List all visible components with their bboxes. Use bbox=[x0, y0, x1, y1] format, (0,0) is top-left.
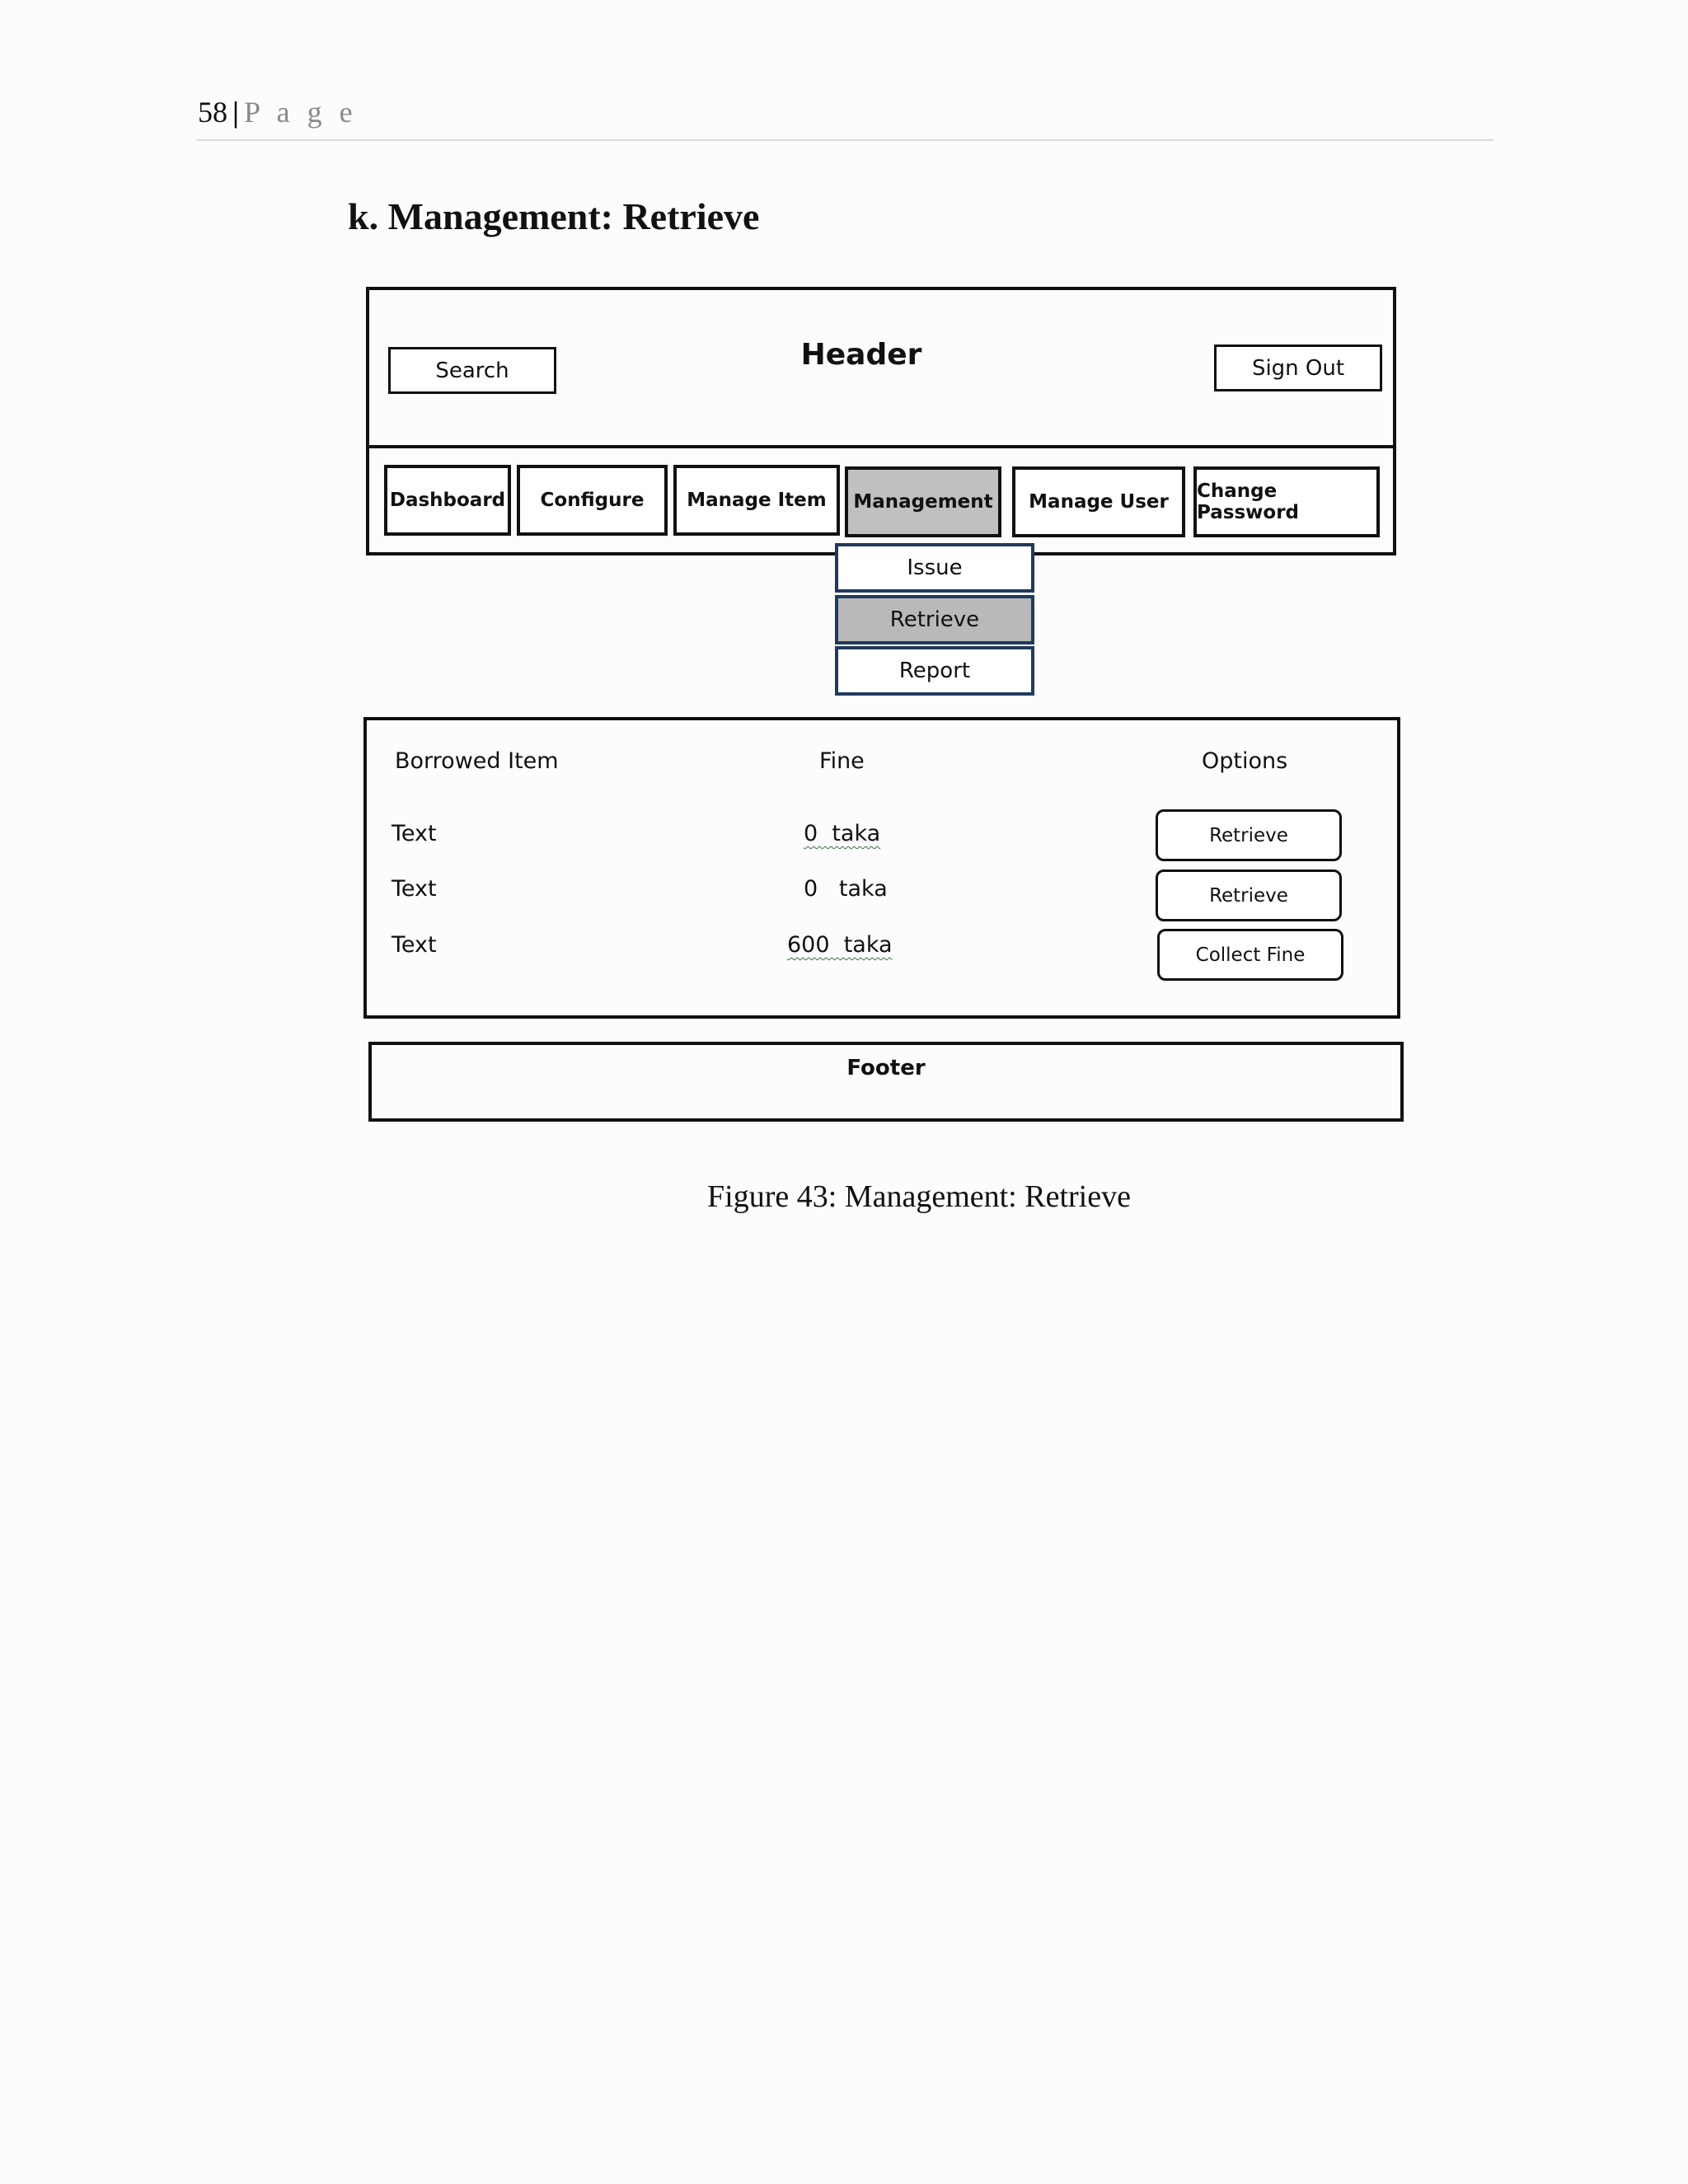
retrieve-button-row-2-label: Retrieve bbox=[1209, 884, 1288, 907]
nav-dashboard-label: Dashboard bbox=[389, 490, 506, 511]
dropdown-item-report[interactable] bbox=[835, 646, 1034, 696]
nav-manage-user-label: Manage User bbox=[1029, 491, 1169, 513]
nav-management[interactable] bbox=[845, 466, 1001, 537]
nav-manage-item[interactable] bbox=[673, 465, 840, 536]
nav-configure[interactable] bbox=[517, 465, 668, 536]
table-row-3-fine: 600 taka bbox=[787, 932, 893, 958]
nav-management-label: Management bbox=[853, 491, 993, 513]
search-button-label: Search bbox=[435, 358, 509, 383]
nav-manage-user[interactable] bbox=[1012, 466, 1185, 537]
table-row-1-item: Text bbox=[392, 821, 437, 846]
sign-out-button-label: Sign Out bbox=[1251, 355, 1345, 381]
page-separator: | bbox=[232, 96, 239, 129]
dropdown-item-issue-label: Issue bbox=[907, 555, 963, 580]
dropdown-item-report-label: Report bbox=[898, 658, 971, 683]
column-header-options: Options bbox=[1202, 748, 1288, 774]
nav-change-password-label: Change Password bbox=[1197, 480, 1299, 523]
retrieve-button-row-1[interactable] bbox=[1156, 809, 1342, 861]
page-header bbox=[198, 97, 358, 127]
retrieve-button-row-2[interactable] bbox=[1156, 869, 1342, 921]
table-row-2-item: Text bbox=[392, 876, 437, 902]
header-rule bbox=[196, 139, 1493, 141]
table-row-3-item: Text bbox=[392, 932, 437, 958]
column-header-fine: Fine bbox=[819, 748, 865, 774]
mock-header-title: Header bbox=[800, 338, 922, 372]
dropdown-item-issue[interactable] bbox=[835, 543, 1034, 593]
column-header-borrowed-item: Borrowed Item bbox=[395, 748, 559, 774]
dropdown-item-retrieve[interactable] bbox=[835, 595, 1034, 644]
table-row-2-fine: 0 taka bbox=[804, 876, 888, 902]
section-heading: k. Management: Retrieve bbox=[348, 195, 760, 237]
table-row-1-fine: 0 taka bbox=[804, 821, 881, 846]
retrieve-button-row-1-label: Retrieve bbox=[1209, 824, 1288, 846]
page-number: 58 bbox=[198, 96, 227, 129]
nav-manage-item-label: Manage Item bbox=[687, 490, 827, 511]
mock-footer-label: Footer bbox=[846, 1056, 926, 1080]
search-button[interactable] bbox=[388, 347, 556, 394]
page-label: P a g e bbox=[243, 96, 358, 129]
collect-fine-button-row-3[interactable] bbox=[1157, 929, 1343, 981]
dropdown-item-retrieve-label: Retrieve bbox=[889, 607, 980, 632]
nav-change-password[interactable] bbox=[1193, 466, 1380, 537]
nav-dashboard[interactable] bbox=[384, 465, 511, 536]
collect-fine-button-row-3-label: Collect Fine bbox=[1195, 944, 1306, 966]
nav-configure-label: Configure bbox=[540, 490, 645, 511]
mock-footer-box bbox=[368, 1042, 1404, 1122]
figure-caption: Figure 43: Management: Retrieve bbox=[707, 1179, 1131, 1214]
sign-out-button[interactable] bbox=[1214, 344, 1382, 391]
